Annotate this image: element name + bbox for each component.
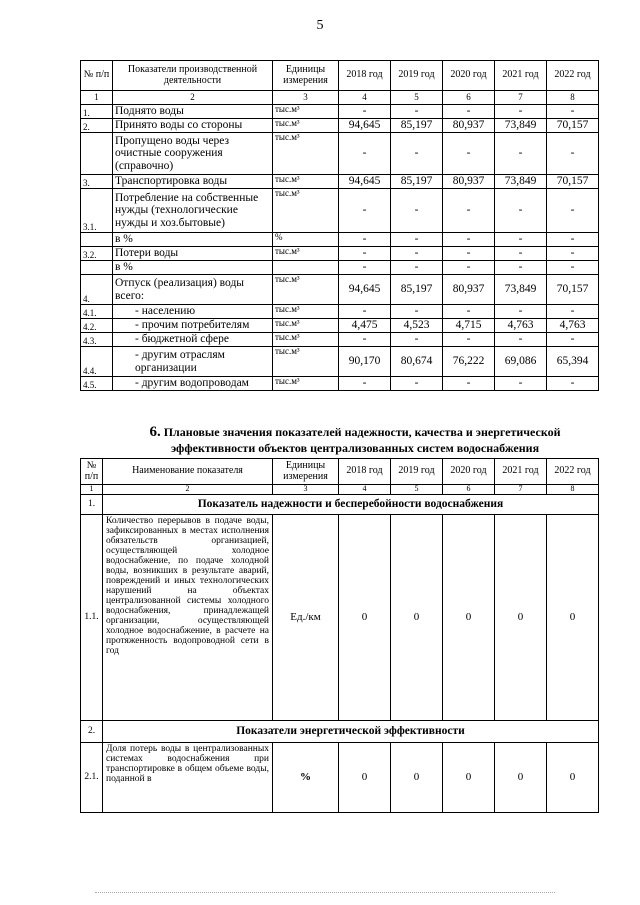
table-row [81,105,599,119]
row-num: 1. [81,105,113,119]
row-value: 69,086 [495,347,547,377]
row-num: 4.4. [81,347,113,377]
row-value: 0 [495,515,547,721]
header-unit: Единицы измерения [273,459,339,485]
row-value: - [391,133,443,175]
row-value: - [547,377,599,391]
row-value: 80,937 [443,175,495,189]
header-year: 2020 год [443,61,495,91]
row-unit: тыс.м³ [273,319,339,333]
index-cell: 1 [81,485,103,495]
row-unit [273,261,339,275]
row-value: - [391,247,443,261]
row-value: - [391,333,443,347]
row-value: - [547,305,599,319]
header-year: 2018 год [339,61,391,91]
row-num: 3.1. [81,189,113,233]
row-unit: тыс.м³ [273,119,339,133]
row-value: - [495,105,547,119]
row-name: - населению [113,305,273,319]
row-value: - [443,377,495,391]
header-year: 2018 год [339,459,391,485]
row-value: 4,475 [339,319,391,333]
table-row [81,189,599,233]
row-name: в % [113,233,273,247]
section-number: 6. [149,424,161,440]
row-value: - [443,105,495,119]
row-value: - [339,105,391,119]
row-value: 85,197 [391,119,443,133]
row-value: - [339,261,391,275]
index-cell: 5 [391,485,443,495]
index-cell: 5 [391,91,443,105]
row-value: - [443,261,495,275]
row-value: 80,937 [443,119,495,133]
row-value: - [495,333,547,347]
table-row [81,275,599,305]
row-value: 80,674 [391,347,443,377]
table-row [81,515,599,721]
row-unit: тыс.м³ [273,333,339,347]
row-value: 4,715 [443,319,495,333]
index-cell: 6 [443,91,495,105]
section-row [81,721,599,743]
row-name: Пропущено воды через очистные сооружения (справочно) [113,133,273,175]
table-row [81,319,599,333]
row-unit: % [273,233,339,247]
row-value: - [547,189,599,233]
row-unit: тыс.м³ [273,305,339,319]
index-cell: 7 [495,485,547,495]
row-name: - прочим потребителям [113,319,273,333]
index-cell: 4 [339,91,391,105]
row-name: в % [113,261,273,275]
header-name: Наименование показателя [103,459,273,485]
header-year: 2020 год [443,459,495,485]
row-num [81,233,113,247]
row-value: 0 [339,743,391,813]
index-cell: 3 [273,91,339,105]
header-num: № п/п [81,459,103,485]
row-value: 90,170 [339,347,391,377]
row-name: Поднято воды [113,105,273,119]
index-cell: 8 [547,91,599,105]
row-value: - [495,189,547,233]
index-cell: 2 [113,91,273,105]
table-body [81,105,599,391]
table-row [81,377,599,391]
header-year: 2022 год [547,61,599,91]
index-cell: 2 [103,485,273,495]
section-title-line2: эффективности объектов централизованных систем водоснабжения [170,441,540,455]
row-value: - [443,305,495,319]
section-title-line1: Плановые значения показателей надежности, качества и энергетической [163,425,561,439]
section-6-title [105,423,605,455]
header-year: 2021 год [495,459,547,485]
row-num: 2.1. [81,743,103,813]
index-cell: 6 [443,485,495,495]
row-value: 0 [391,743,443,813]
row-value: - [547,233,599,247]
row-value: - [443,189,495,233]
row-unit: тыс.м³ [273,377,339,391]
section-title: Показатели энергетической эффективности [103,721,599,743]
row-value: 94,645 [339,119,391,133]
table-row [81,743,599,813]
row-name: - другим водопроводам [113,377,273,391]
row-name: Принято воды со стороны [113,119,273,133]
row-name: - бюджетной сфере [113,333,273,347]
row-value: - [443,133,495,175]
section-num: 1. [81,495,103,515]
row-value: 0 [339,515,391,721]
row-value: - [547,247,599,261]
row-num: 4.5. [81,377,113,391]
row-value: - [443,247,495,261]
table-row [81,333,599,347]
section-title: Показатель надежности и бесперебойности водоснабжения [103,495,599,515]
index-cell: 8 [547,485,599,495]
table-header-row [81,459,599,485]
row-value: - [495,133,547,175]
production-indicators-table [80,60,599,391]
index-cell: 7 [495,91,547,105]
row-unit: тыс.м³ [273,175,339,189]
row-value: - [339,305,391,319]
row-name: Отпуск (реализация) воды всего: [113,275,273,305]
section-num: 2. [81,721,103,743]
page-bottom-divider [95,892,555,893]
row-num: 3.2. [81,247,113,261]
row-value: 70,157 [547,175,599,189]
row-unit: тыс.м³ [273,347,339,377]
row-name: - другим отраслям организации [113,347,273,377]
header-unit: Единицы измерения [273,61,339,91]
row-value: 94,645 [339,275,391,305]
row-value: 73,849 [495,275,547,305]
index-cell: 1 [81,91,113,105]
header-year: 2019 год [391,61,443,91]
row-value: - [547,333,599,347]
row-value: 4,763 [547,319,599,333]
row-value: - [547,133,599,175]
row-num: 3. [81,175,113,189]
row-unit: Ед./км [273,515,339,721]
row-value: 85,197 [391,175,443,189]
row-value: - [547,105,599,119]
row-value: 0 [443,743,495,813]
row-value: - [443,233,495,247]
row-value: 0 [495,743,547,813]
row-name: Потери воды [113,247,273,261]
row-unit: % [273,743,339,813]
table-row [81,347,599,377]
row-value: - [339,189,391,233]
table-row [81,175,599,189]
row-num: 4.1. [81,305,113,319]
row-value: - [495,305,547,319]
table-row [81,233,599,247]
row-unit: тыс.м³ [273,189,339,233]
table-row [81,133,599,175]
row-num: 2. [81,119,113,133]
page-number: 5 [316,18,324,33]
row-value: 70,157 [547,119,599,133]
row-value: 0 [547,743,599,813]
row-value: - [443,333,495,347]
row-unit: тыс.м³ [273,133,339,175]
row-value: - [391,261,443,275]
row-value: 73,849 [495,175,547,189]
row-value: - [339,247,391,261]
row-value: - [339,133,391,175]
row-value: 4,523 [391,319,443,333]
column-index-row [81,485,599,495]
row-name: Количество перерывов в подаче воды, зафиксированных в местах исполнения обязательств организацией, осуществляющей холодное водоснабжение, по подаче холодной воды, возникших в результате аварий, повреждений и иных технологических нарушений на объектах централизованной системы холодного водоснабжения, принадлежащей организации, осуществляющей холодное водоснабжение, в расчете на протяженность водопроводной сети в год [103,515,273,721]
row-value: - [391,305,443,319]
index-cell: 3 [273,485,339,495]
table-row [81,261,599,275]
row-value: 0 [443,515,495,721]
header-num: № п/п [81,61,113,91]
row-num: 4.2. [81,319,113,333]
row-name: Потребление на собственные нужды (технологические нужды и хоз.бытовые) [113,189,273,233]
row-value: - [547,261,599,275]
row-num: 4. [81,275,113,305]
row-value: 94,645 [339,175,391,189]
row-value: 4,763 [495,319,547,333]
row-value: - [495,247,547,261]
row-num: 1.1. [81,515,103,721]
row-name: Доля потерь воды в централизованных системах водоснабжения при транспортировке в общем объеме воды, поданной в [103,743,273,813]
row-value: 80,937 [443,275,495,305]
row-value: - [339,377,391,391]
table-row [81,119,599,133]
row-num [81,261,113,275]
row-value: - [391,377,443,391]
table-row [81,305,599,319]
row-value: 76,222 [443,347,495,377]
row-value: 70,157 [547,275,599,305]
row-unit: тыс.м³ [273,105,339,119]
table-row [81,247,599,261]
row-value: - [391,233,443,247]
row-value: 0 [547,515,599,721]
row-num [81,133,113,175]
table-header-row [81,61,599,91]
row-value: 0 [391,515,443,721]
column-index-row [81,91,599,105]
row-value: 85,197 [391,275,443,305]
row-value: - [391,105,443,119]
row-value: - [339,233,391,247]
row-unit: тыс.м³ [273,247,339,261]
row-value: - [495,233,547,247]
row-num: 4.3. [81,333,113,347]
header-year: 2022 год [547,459,599,485]
row-value: - [495,261,547,275]
row-value: - [339,333,391,347]
row-value: - [495,377,547,391]
row-value: - [391,189,443,233]
header-name: Показатели производственной деятельности [113,61,273,91]
index-cell: 4 [339,485,391,495]
reliability-indicators-table [80,458,599,813]
row-unit: тыс.м³ [273,275,339,305]
row-value: 73,849 [495,119,547,133]
row-value: 65,394 [547,347,599,377]
header-year: 2019 год [391,459,443,485]
header-year: 2021 год [495,61,547,91]
section-row [81,495,599,515]
row-name: Транспортировка воды [113,175,273,189]
